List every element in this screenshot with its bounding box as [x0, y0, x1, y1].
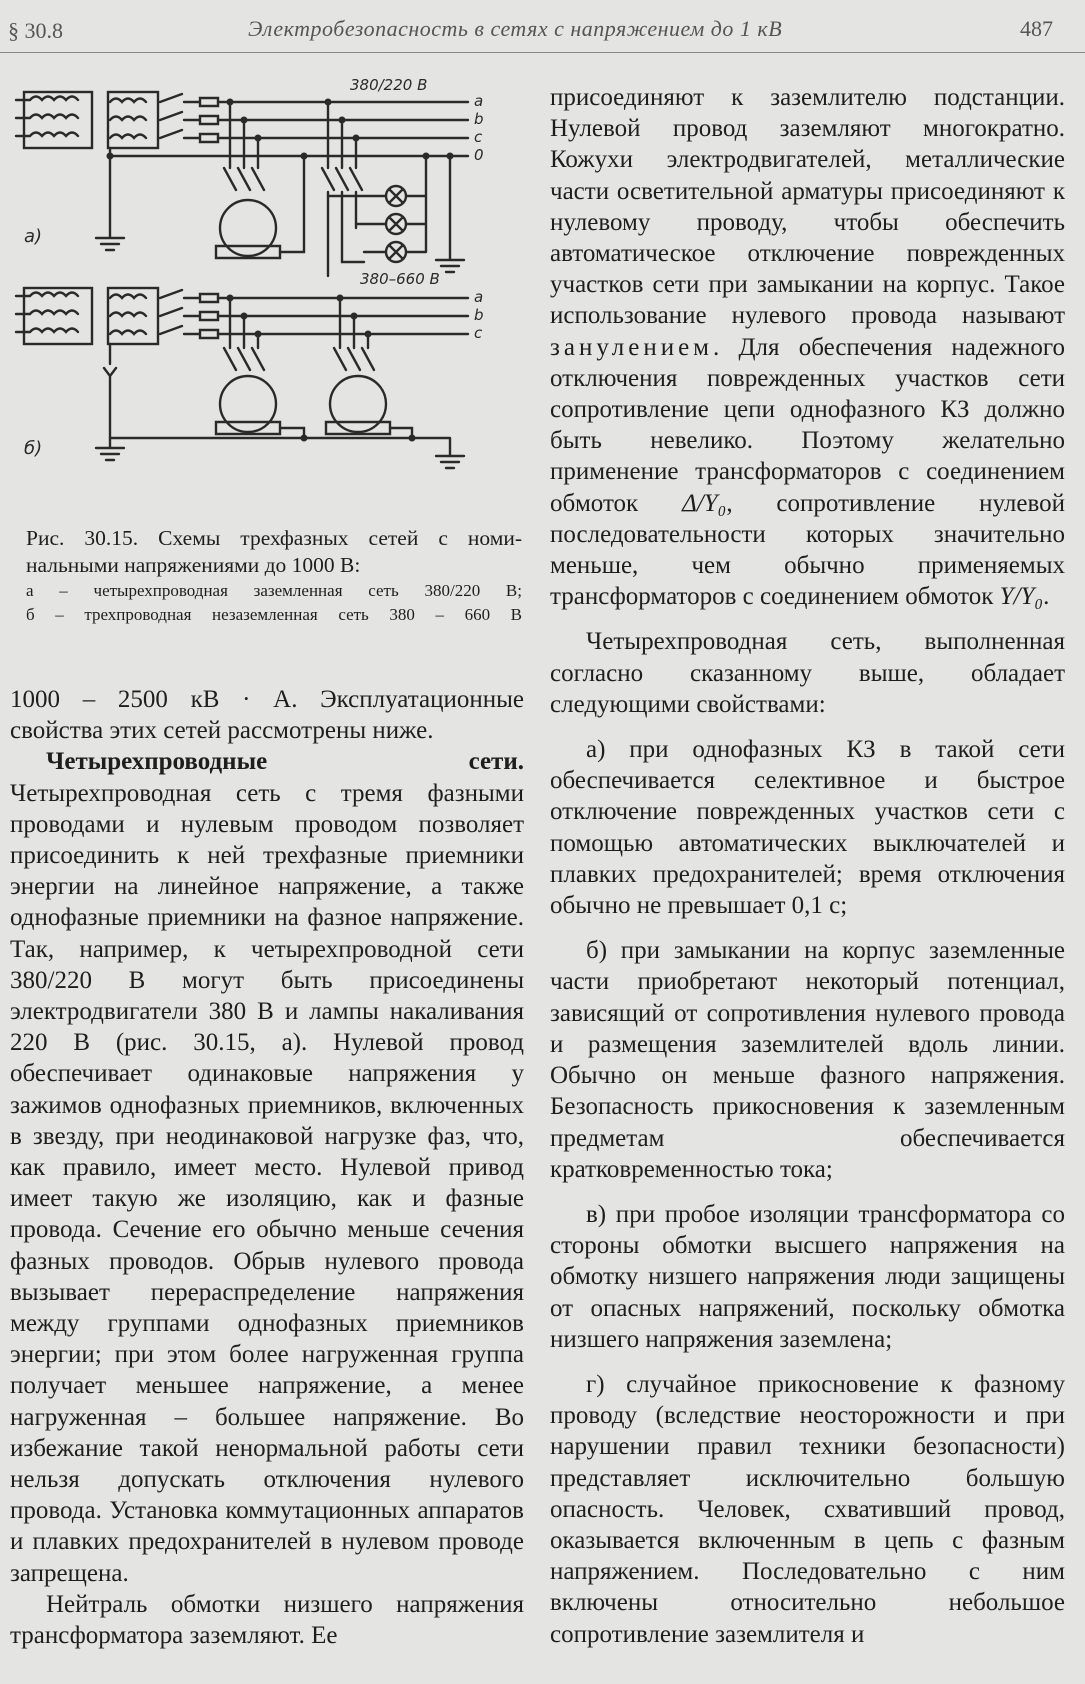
paragraph-right-1-c: , сопротивление нулевой последовательности которых значительно меньше, чем обычно применяемых трансформаторов с соединением обмоток — [550, 489, 1066, 611]
paragraph-right-2: Четырехпроводная сеть, выполненная согласно сказанному выше, обладает следующими свойствами: — [550, 628, 1065, 718]
caption-line-3: а – четырехпроводная заземленная сеть 380/220 В; — [26, 581, 522, 600]
list-item-c: в) при пробое изоляции трансформатора со стороны обмотки высшего напряжения на обмотку низшего напряжения люди защищены от опасных напряжений, поскольку обмотка низшего напряжения заземлена; — [550, 1200, 1065, 1353]
scheme-a-breaker — [160, 94, 182, 138]
running-head — [0, 12, 1085, 46]
header-rule — [0, 52, 1085, 53]
right-column — [550, 82, 1065, 1650]
scheme-label-a: а) — [24, 226, 43, 247]
caption-line-2: нальными напряжениями до 1000 В: — [26, 553, 361, 577]
wire-label-a-a: a — [474, 92, 484, 110]
scheme-a-bus — [110, 102, 468, 156]
wire-label-b-b: b — [474, 306, 484, 324]
scheme-label-b: б) — [24, 438, 43, 459]
wire-label-a-c: c — [474, 128, 483, 146]
wire-label-a-b: b — [474, 110, 484, 128]
list-item-a: а) при однофазных КЗ в такой сети обеспечивается селективное и быстрое отключение поврежденных участков сети с помощью автоматических выключателей и плавких предохранителей; время отключения обычно не превышает 0,1 с; — [550, 736, 1065, 920]
paragraph-right-1-d: . — [1043, 583, 1050, 611]
caption-line-1: Рис. 30.15. Схемы трехфазных сетей с номи- — [26, 526, 522, 550]
list-item-b: б) при замыкании на корпус заземленные части приобретают некоторый потенциал, зависящий от сопротивления нулевого провода и размещения заземлителей вдоль линии. Обычно он меньше фазного напряжения. Безопасность прикосновения к заземленным предметам обеспечивается кратковременностью тока; — [550, 937, 1065, 1183]
paragraph-left-1: 1000 – 2500 кВ · А. Эксплуатационные свойства этих сетей рассмотрены ниже. — [10, 686, 524, 745]
paragraph-left-2-body: Четырехпроводная сеть с тремя фазными проводами и нулевым проводом позволяет присоединить к ней трехфазные приемники энергии на линейное напряжение, а также однофазные приемники на фазное напряжение. Так, например, к четырехпроводной сети 380/220 В могут быть присоединены электродвигатели 380 В и лампы накаливания 220 В (рис. 30.15, а). Нулевой провод обеспечивает одинаковые напряжения у зажимов однофазных приемников, включенных в звезду, при неодинаковой нагрузке фаз, что, как правило, имеет место. Нулевой привод имеет такую же изоляцию, как и фазные провода. Сечение его обычно меньше сечения фазных проводов. Обрыв нулевого провода вызывает перераспределение напряжения между группами однофазных приемников энергии; при этом более нагруженная группа получает меньшее напряжение, а менее нагруженная – большее напряжение. Во избежание такой ненормальной работы сети нельзя допускать отключения нулевого провода. Установка коммутационных аппаратов и плавких предохранителей в нулевом проводе запрещена. — [10, 779, 524, 1587]
paragraph-right-1-b: . Для обеспечения надежного отключения поврежденных участков сети сопротивление цепи однофазного КЗ должно быть невелико. Поэтому желательно применение трансформаторов с соединением обмоток — [550, 333, 1065, 517]
circuit-diagram — [10, 78, 530, 508]
left-column — [10, 684, 524, 1651]
figure-caption — [26, 525, 522, 627]
voltage-label-b: 380–660 В — [360, 270, 440, 288]
section-number: § 30.8 — [8, 18, 63, 43]
scheme-b-transformer — [16, 288, 158, 344]
paragraph-right-1 — [550, 82, 1065, 612]
scheme-a-fuses — [200, 98, 218, 142]
term-zanulenie: занулением — [550, 333, 713, 361]
wire-label-a-0: 0 — [474, 146, 484, 164]
list-item-d: г) случайное прикосновение к фазному проводу (вследствие неосторожности и при нарушении правил техники безопасности) представляет исключительно большую опасность. Человек, схвативший провод, оказывается включенным в цепь с фазным напряжением. Последовательно с ним включены относительно небольшое сопротивление заземлителя и — [550, 1370, 1065, 1648]
caption-line-4: б – трехпроводная незаземленная сеть 380 – 660 В — [26, 605, 522, 624]
figure-30-15 — [10, 78, 530, 508]
page-number: 487 — [1020, 16, 1053, 41]
paragraph-left-2 — [10, 746, 524, 1588]
wire-label-b-c: c — [474, 324, 483, 342]
scheme-b-motor-2 — [330, 376, 386, 432]
scheme-a-motor — [220, 200, 276, 256]
scheme-a-transformer — [16, 92, 158, 148]
symbol-delta-y0: Δ/Y₀ — [682, 489, 727, 517]
running-title: Электробезопасность в сетях с напряжением до 1 кВ — [248, 16, 783, 41]
paragraph-left-3: Нейтраль обмотки низшего напряжения трансформатора заземляют. Ее — [10, 1590, 524, 1650]
scheme-b-motor-1 — [220, 376, 276, 432]
scheme-a-lamps — [386, 186, 406, 262]
voltage-label-a: 380/220 В — [350, 78, 428, 94]
heading-four-wire: Четырехпроводные сети. — [46, 748, 524, 776]
scheme-b-bus — [218, 298, 468, 334]
paragraph-right-1-a: присоединяют к заземлителю подстанции. Нулевой провод заземляют многократно. Кожухи электродвигателей, металлические части осветительной арматуры присоединяют к нулевому проводу, чтобы обеспечить автоматическое отключение поврежденных участков сети при замыкании на корпус. Такое использование нулевого провода называют — [550, 84, 1065, 330]
symbol-y-y0: Y/Y₀ — [999, 583, 1044, 611]
wire-label-b-a: a — [474, 288, 484, 306]
